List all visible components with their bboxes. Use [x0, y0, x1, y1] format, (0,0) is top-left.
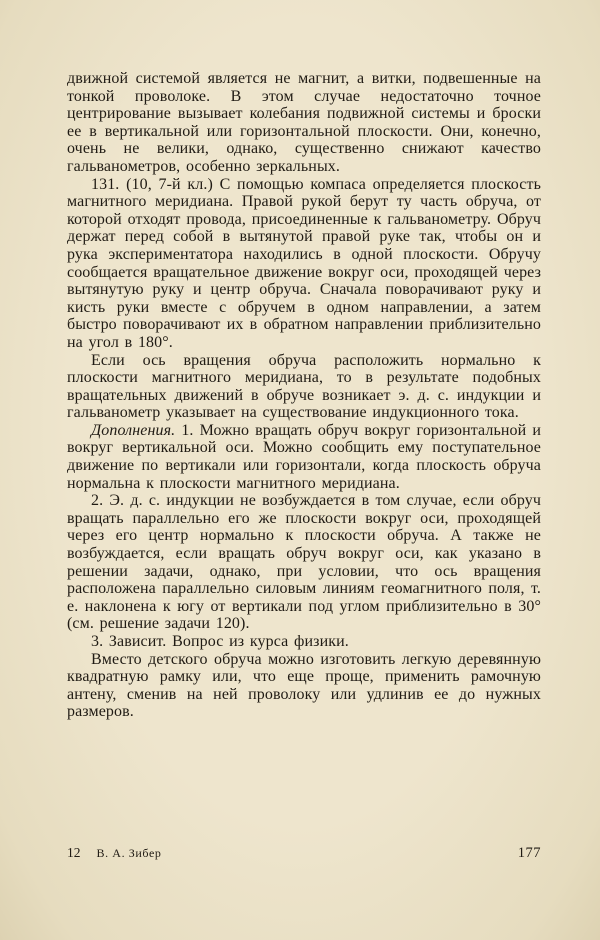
paragraph-note: Вместо детского обруча можно изготовить легкую деревянную квадратную рамку или, что еще проще, применить рамочную антену, сменив на ней проволоку или удлинив ее до нужных размеров.	[67, 650, 541, 721]
paragraph-addition-2: 2. Э. д. с. индукции не возбуждается в том случае, если обруч вращать параллельно его же плоскости вокруг оси, проходящей через его центр нормально к плоскости обруча. А также не возбуждается, если вращать обруч вокруг оси, как указано в решении задачи, однако, при условии, что ось вращения расположена параллельно силовым линиям геомагнитного поля, т. е. наклонена к югу от вертикали под углом приблизительно в 30° (см. решение задачи 120).	[67, 492, 541, 633]
page-footer	[67, 845, 541, 862]
text-block	[67, 70, 541, 721]
paragraph-text: 1. Можно вращать обруч вокруг горизонтальной и вокруг вертикальной оси. Можно сообщить ему поступательное движение по вертикали или горизонтали, когда плоскость обруча нормальна к плоскости магнитного меридиана.	[67, 421, 541, 492]
signature-number: 12	[67, 845, 81, 860]
paragraph-solution: Если ось вращения обруча расположить нормально к плоскости магнитного меридиана, то в результате подобных вращательных движений в обруче возникает э. д. с. индукции и гальванометр указывает на существование индукционного тока.	[67, 351, 541, 422]
author-name: В. А. Зибер	[96, 846, 162, 860]
paragraph-additions	[67, 422, 541, 492]
signature-mark	[67, 845, 161, 861]
paragraph-problem-131: 131. (10, 7-й кл.) С помощью компаса определяется плоскость магнитного меридиана. Правой рукой берут ту часть обруча, от которой отходят провода, присоединенные к гальванометру. Обруч держат перед собой в вытянутой правой руке так, чтобы он и рука экспериментатора находились в одной плоскости. Обручу сообщается вращательное движение вокруг оси, проходящей через вытянутую руку и центр обруча. Сначала поворачивают руку и кисть руки вместе с обручем в одном направлении, а затем быстро поворачивают их в обратном направлении приблизительно на угол в 180°.	[67, 175, 541, 351]
paragraph-continuation: движной системой является не магнит, а витки, подвешенные на тонкой проволоке. В этом случае недостаточно точное центрирование вызывает колебания подвижной системы и броски ее в вертикальной или горизонтальной плоскости. Они, конечно, очень не велики, однако, существенно снижают качество гальванометров, особенно зеркальных.	[67, 70, 541, 175]
page-number: 177	[517, 845, 541, 861]
paragraph-addition-3: 3. Зависит. Вопрос из курса физики.	[91, 633, 349, 650]
additions-label: Дополнения.	[91, 421, 176, 439]
